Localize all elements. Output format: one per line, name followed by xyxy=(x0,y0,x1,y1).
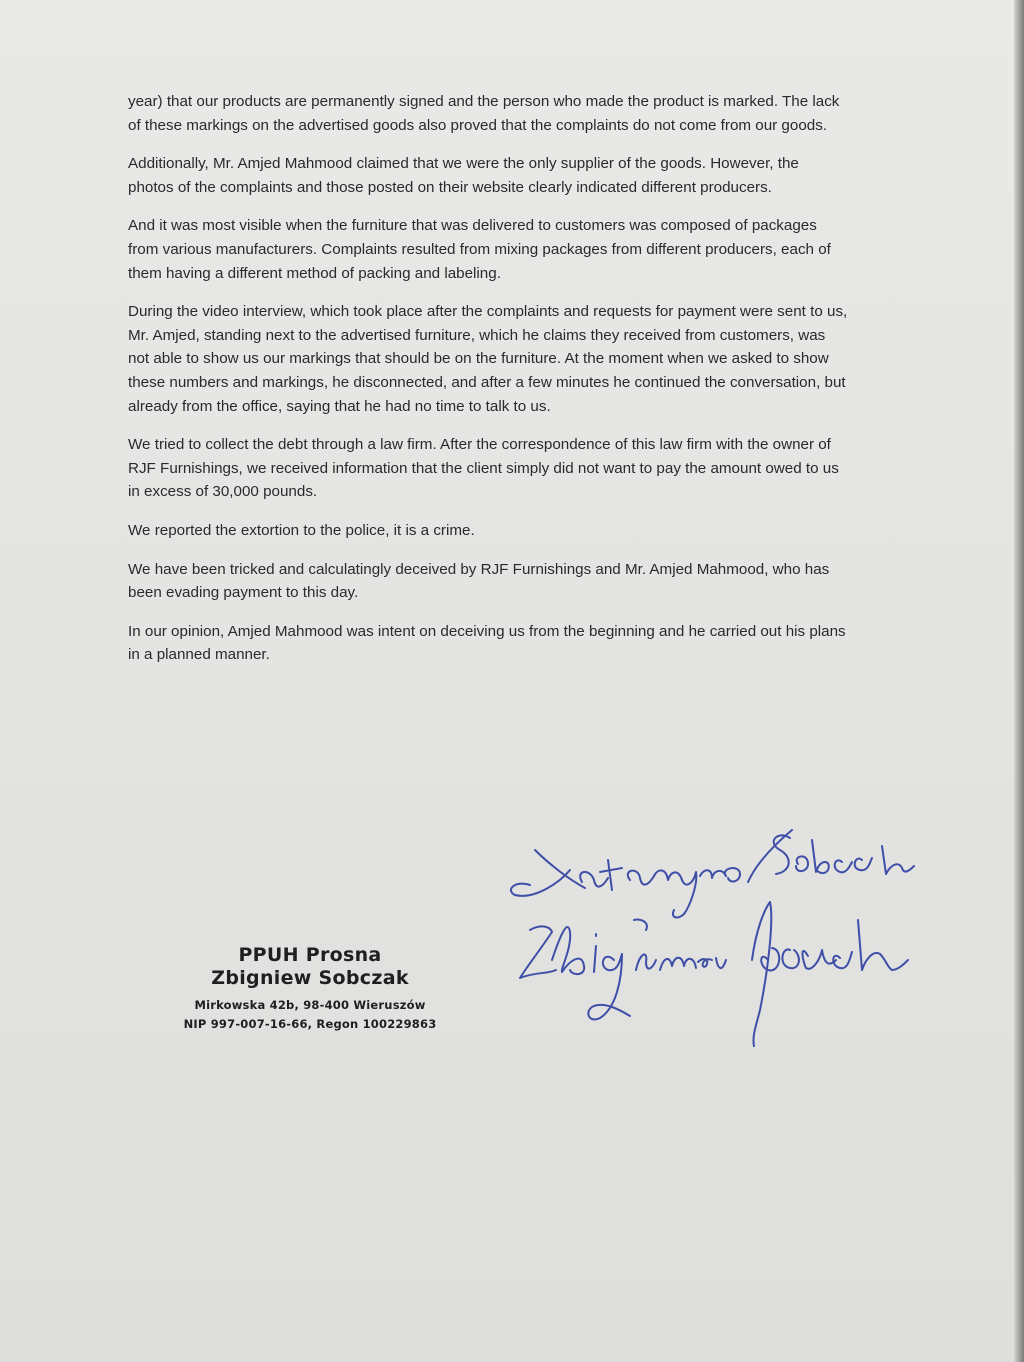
stamp-owner-name: Zbigniew Sobczak xyxy=(211,967,409,989)
stamp-tax-ids: NIP 997-007-16-66, Regon 100229863 xyxy=(183,1017,437,1031)
paragraph-police-report: We reported the extortion to the police, it is a crime. xyxy=(128,521,475,539)
paragraph-law-firm: We tried to collect the debt through a law firm. After the correspondence of this law firm with the owner of RJF Furnishings, we received information that the client simply did not want to pay the amount owed to us in excess of 30,000 pounds. xyxy=(128,436,839,501)
paragraph-mixed-packages: And it was most visible when the furniture that was delivered to customers was composed of packages from various manufacturers. Complaints resulted from mixing packages from different producers, each of them having a different method of packing and labeling. xyxy=(128,217,831,282)
letter-body xyxy=(128,90,848,682)
signature-zbigniew xyxy=(520,902,908,1046)
paragraph-product-markings: year) that our products are permanently signed and the person who made the product is marked. The lack of these markings on the advertised goods also proved that the complaints do not come from our goods. xyxy=(128,93,840,134)
stamp-company-name: PPUH Prosna xyxy=(238,944,382,966)
paragraph-opinion: In our opinion, Amjed Mahmood was intent on deceiving us from the beginning and he carried out his plans in a planned manner. xyxy=(128,622,846,664)
stamp-address: Mirkowska 42b, 98-400 Wieruszów xyxy=(194,998,426,1012)
page-edge-shadow xyxy=(1014,0,1024,1362)
paragraph-deceived: We have been tricked and calculatingly deceived by RJF Furnishings and Mr. Amjed Mahmood, who has been evading payment to this day. xyxy=(128,560,830,602)
paragraph-video-interview: During the video interview, which took place after the complaints and requests for payment were sent to us, Mr. Amjed, standing next to the advertised furniture, which he claims they received from customers, was not able to show us our markings that should be on the furniture. At the moment when we asked to show these numbers and markings, he disconnected, and after a few minutes he continued the conversation, but already from the office, saying that he had no time to talk to us. xyxy=(128,303,848,415)
paragraph-only-supplier: Additionally, Mr. Amjed Mahmood claimed that we were the only supplier of the goods. However, the photos of the complaints and those posted on their website clearly indicated different producers. xyxy=(128,155,799,196)
company-stamp xyxy=(160,944,460,1034)
signature-katarzyna xyxy=(511,830,914,917)
handwritten-signatures xyxy=(490,810,940,1060)
